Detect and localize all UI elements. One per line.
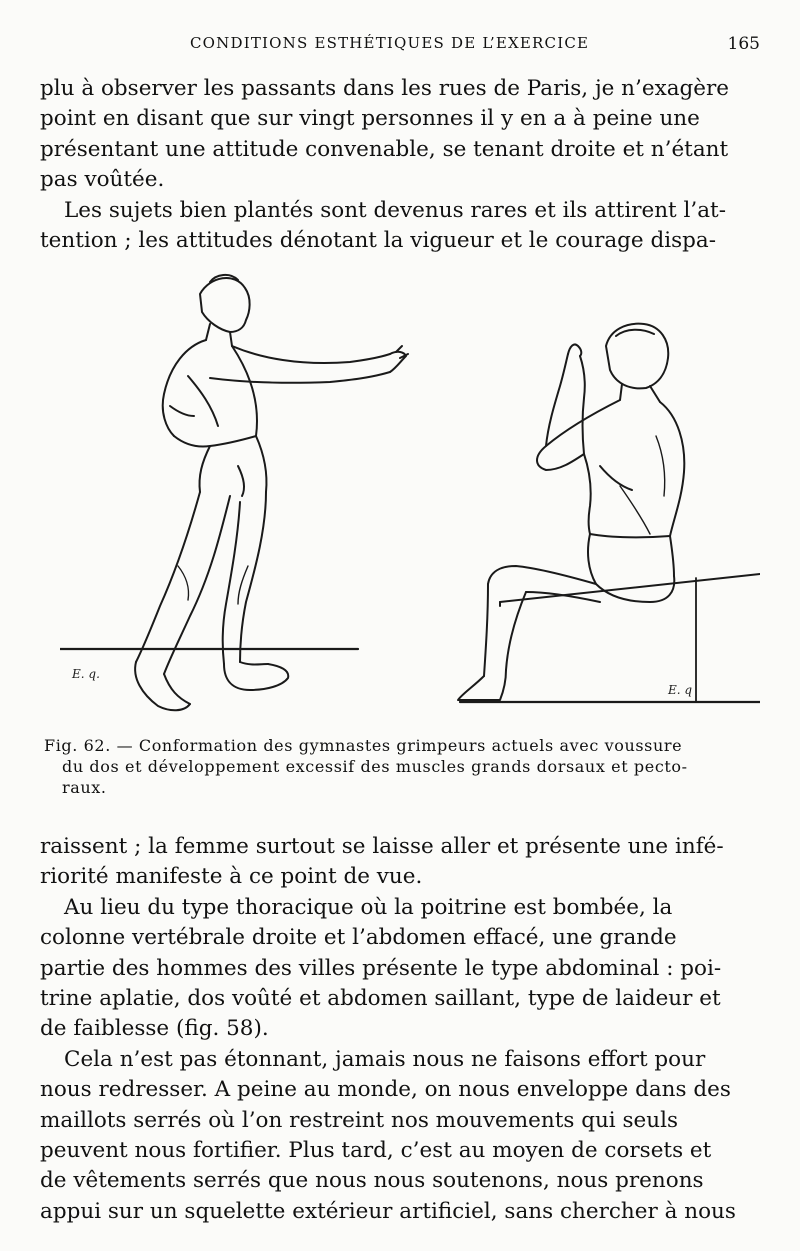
text-line: point en disant que sur vingt personnes il y en a à peine une — [40, 106, 700, 132]
figure-caption — [44, 735, 764, 798]
caption-line: raux. — [62, 778, 107, 797]
text-line: colonne vertébrale droite et l’abdomen effacé, une grande — [40, 925, 677, 951]
text-line: peuvent nous fortifier. Plus tard, c’est au moyen de corsets et — [40, 1138, 712, 1164]
paragraph-continued — [40, 832, 760, 893]
text-line: appui sur un squelette extérieur artificiel, sans chercher à nous — [40, 1198, 736, 1224]
bottom-text-block — [40, 832, 760, 1227]
text-line: présentant une attitude convenable, se tenant droite et n’étant — [40, 136, 729, 162]
caption-line: du dos et développement excessif des muscles grands dorsaux et pecto- — [62, 757, 688, 776]
running-title: CONDITIONS ESTHÉTIQUES DE L’EXERCICE — [190, 34, 590, 52]
text-line: trine aplatie, dos voûté et abdomen saillant, type de laideur et — [40, 986, 721, 1012]
left-artist-signature: E. q. — [72, 667, 100, 681]
seated-gymnast-drawing — [458, 324, 760, 702]
caption-line: Fig. 62. — Conformation des gymnastes grimpeurs actuels avec voussure — [44, 736, 683, 755]
figure-62 — [60, 266, 760, 726]
text-line: pas voûtée. — [40, 167, 165, 193]
text-line: riorité manifeste à ce point de vue. — [40, 864, 423, 890]
text-line: maillots serrés où l’on restreint nos mouvements qui seuls — [40, 1107, 679, 1133]
page-number: 165 — [727, 34, 760, 54]
text-line: Au lieu du type thoracique où la poitrine est bombée, la — [64, 894, 673, 920]
paragraph — [40, 1045, 760, 1227]
figure-illustration — [60, 266, 760, 726]
text-line: tention ; les attitudes dénotant la vigueur et le courage dispa- — [40, 228, 717, 254]
text-line: de faiblesse (fig. 58). — [40, 1016, 269, 1042]
text-line: partie des hommes des villes présente le type abdominal : poi- — [40, 955, 722, 981]
paragraph — [40, 893, 760, 1045]
paragraph-continued — [40, 74, 760, 196]
top-text-block — [40, 74, 760, 256]
text-line: raissent ; la femme surtout se laisse aller et présente une infé- — [40, 834, 724, 859]
text-line: de vêtements serrés que nous nous soutenons, nous prenons — [40, 1168, 704, 1194]
text-line: plu à observer les passants dans les rues de Paris, je n’exagère — [40, 76, 730, 101]
text-line: nous redresser. A peine au monde, on nous enveloppe dans des — [40, 1077, 731, 1103]
standing-gymnast-drawing — [60, 275, 408, 710]
text-line: Cela n’est pas étonnant, jamais nous ne faisons effort pour — [64, 1046, 706, 1072]
right-artist-signature: E. q — [668, 683, 693, 697]
paragraph — [40, 196, 760, 257]
running-head — [40, 34, 760, 56]
text-line: Les sujets bien plantés sont devenus rares et ils attirent l’at- — [64, 197, 726, 223]
